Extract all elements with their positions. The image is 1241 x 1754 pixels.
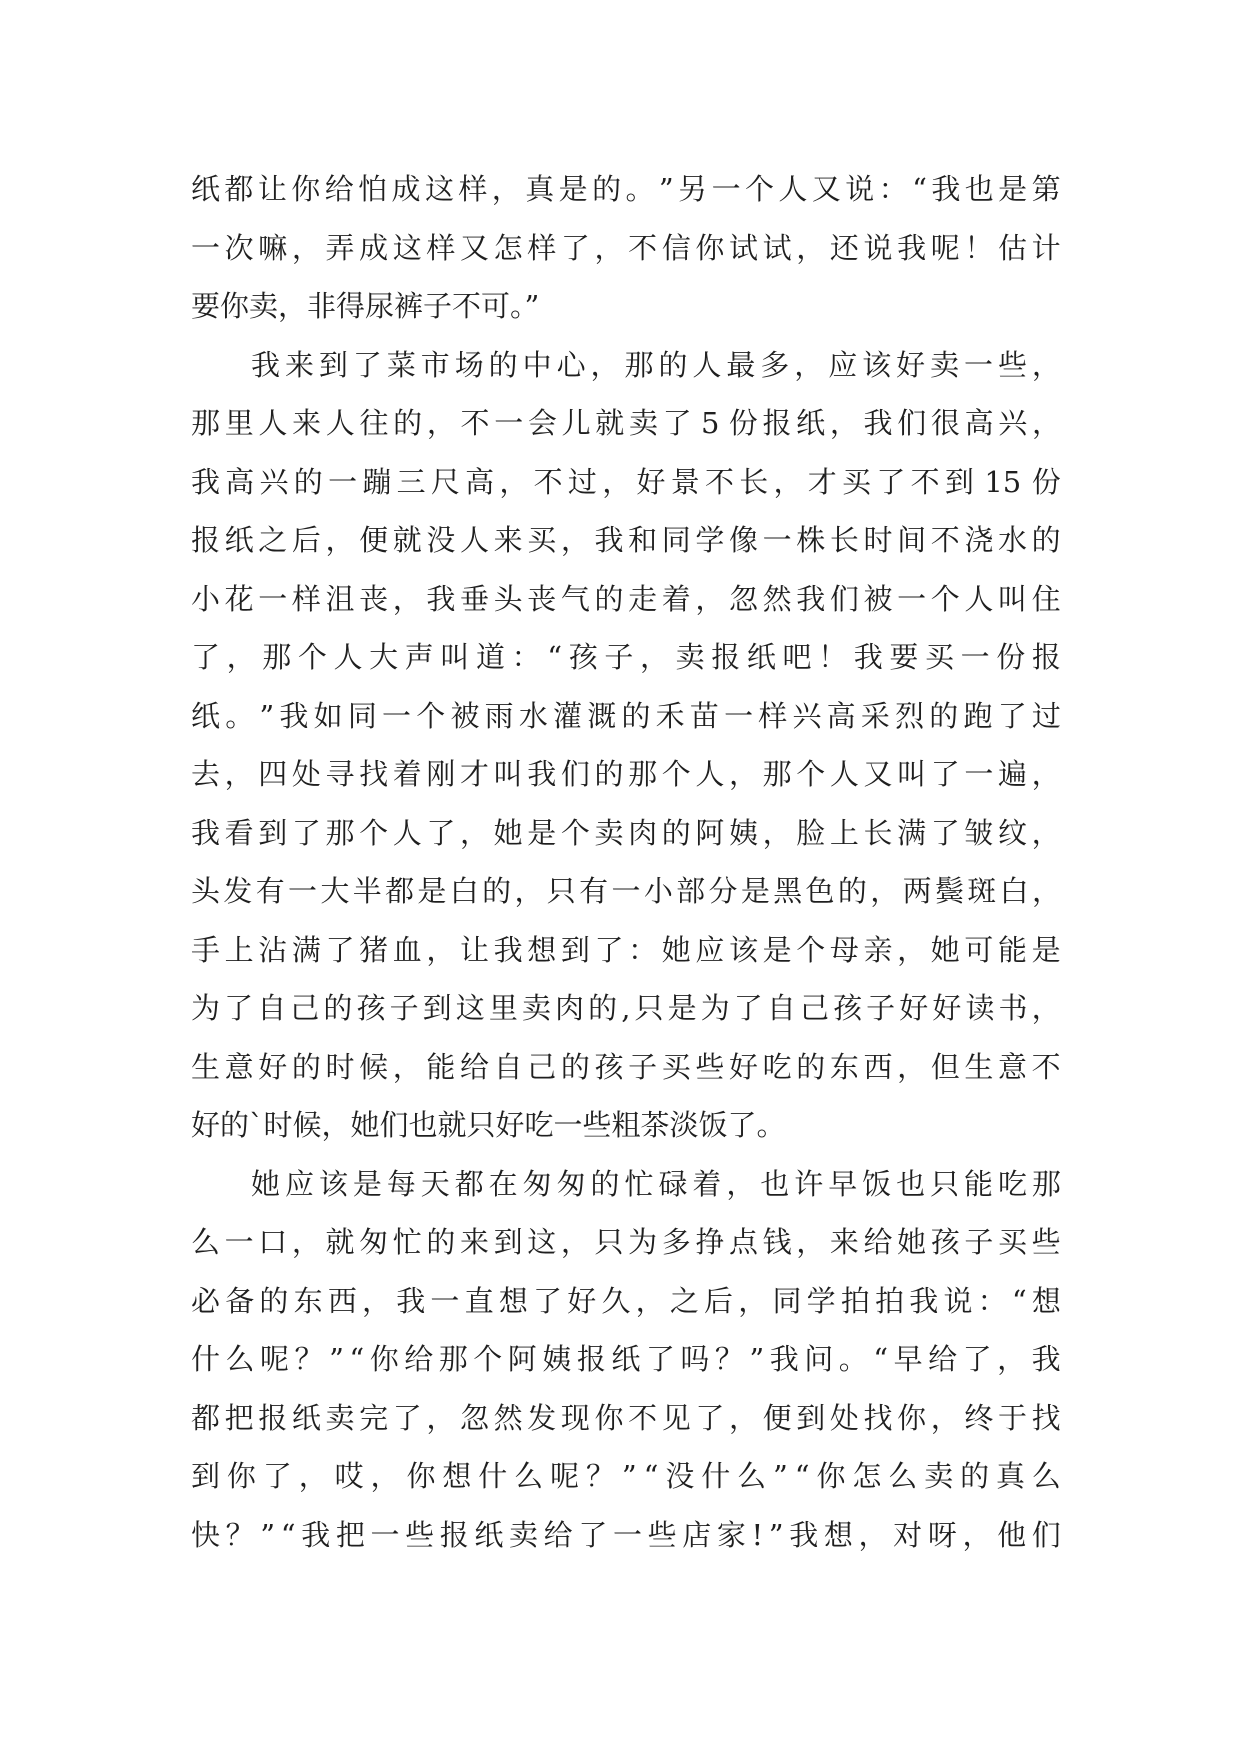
text-line: 那 里 人 来 人 往 的 ， 不 一 会 儿 就 卖 了 5 份 报 纸 ， 我 们 很 高 兴 ， [191, 406, 1061, 440]
text-line: 报 纸 之 后 ， 便 就 没 人 来 买 ， 我 和 同 学 像 一 株 长 时 间 不 浇 水 的 [191, 523, 1061, 557]
text-line: 纸 都 让 你 给 怕 成 这 样 ， 真 是 的 。 ” 另 一 个 人 又 说 ： “ 我 也 是 第 [191, 172, 1061, 206]
text-line: 为 了 自 己 的 孩 子 到 这 里 卖 肉 的 , 只 是 为 了 自 己 孩 子 好 好 读 书 ， [191, 991, 1061, 1025]
text-line: 到 你 了 ， 哎 ， 你 想 什 么 呢 ？ ” “ 没 什 么 ” “ 你 怎 么 卖 的 真 么 [191, 1459, 1061, 1493]
text-line: 么 一 口 ， 就 匆 忙 的 来 到 这 ， 只 为 多 挣 点 钱 ， 来 给 她 孩 子 买 些 [191, 1225, 1061, 1259]
body-text [191, 160, 1061, 1564]
text-line: 要你卖，非得尿裤子不可。” [191, 289, 540, 323]
text-line: 快 ？ ” “ 我 把 一 些 报 纸 卖 给 了 一 些 店 家 ! ” 我 想 ， 对 呀 ， 他 们 [191, 1517, 1061, 1552]
text-line: 去 ， 四 处 寻 找 着 刚 才 叫 我 们 的 那 个 人 ， 那 个 人 又 叫 了 一 遍 ， [191, 757, 1061, 791]
text-line: 什 么 呢 ？ ” “ 你 给 那 个 阿 姨 报 纸 了 吗 ？ ” 我 问 。 “ 早 给 了 ， 我 [191, 1342, 1061, 1376]
text-line: 都 把 报 纸 卖 完 了 ， 忽 然 发 现 你 不 见 了 ， 便 到 处 找 你 ， 终 于 找 [191, 1400, 1061, 1435]
text-line: 我 来 到 了 菜 市 场 的 中 心 ， 那 的 人 最 多 ， 应 该 好 卖 一 些 ， [251, 347, 1061, 382]
text-line: 好的`时候，她们也就只好吃一些粗茶淡饭了。 [191, 1108, 786, 1142]
text-line: 小 花 一 样 沮 丧 ， 我 垂 头 丧 气 的 走 着 ， 忽 然 我 们 被 一 个 人 叫 住 [191, 581, 1061, 616]
text-line: 头 发 有 一 大 半 都 是 白 的 ， 只 有 一 小 部 分 是 黑 色 的 ， 两 鬓 斑 白 ， [191, 874, 1061, 908]
text-line: 生 意 好 的 时 候 ， 能 给 自 己 的 孩 子 买 些 好 吃 的 东 西 ， 但 生 意 不 [191, 1049, 1061, 1084]
text-line: 我 高 兴 的 一 蹦 三 尺 高 ， 不 过 ， 好 景 不 长 ， 才 买 了 不 到 15 份 [191, 464, 1061, 499]
text-line: 我 看 到 了 那 个 人 了 ， 她 是 个 卖 肉 的 阿 姨 ， 脸 上 长 满 了 皱 纹 ， [191, 815, 1061, 850]
text-line: 手 上 沾 满 了 猪 血 ， 让 我 想 到 了 ： 她 应 该 是 个 母 亲 ， 她 可 能 是 [191, 932, 1061, 967]
text-line: 纸 。 ” 我 如 同 一 个 被 雨 水 灌 溉 的 禾 苗 一 样 兴 高 采 烈 的 跑 了 过 [191, 698, 1061, 733]
text-line: 一 次 嘛 ， 弄 成 这 样 又 怎 样 了 ， 不 信 你 试 试 ， 还 说 我 呢 ！ 估 计 [191, 230, 1061, 265]
text-line: 她 应 该 是 每 天 都 在 匆 匆 的 忙 碌 着 ， 也 许 早 饭 也 只 能 吃 那 [251, 1166, 1061, 1201]
text-line: 必 备 的 东 西 ， 我 一 直 想 了 好 久 ， 之 后 ， 同 学 拍 拍 我 说 ： “ 想 [191, 1283, 1061, 1318]
text-line: 了 ， 那 个 人 大 声 叫 道 ： “ 孩 子 ， 卖 报 纸 吧 ！ 我 要 买 一 份 报 [191, 640, 1061, 674]
